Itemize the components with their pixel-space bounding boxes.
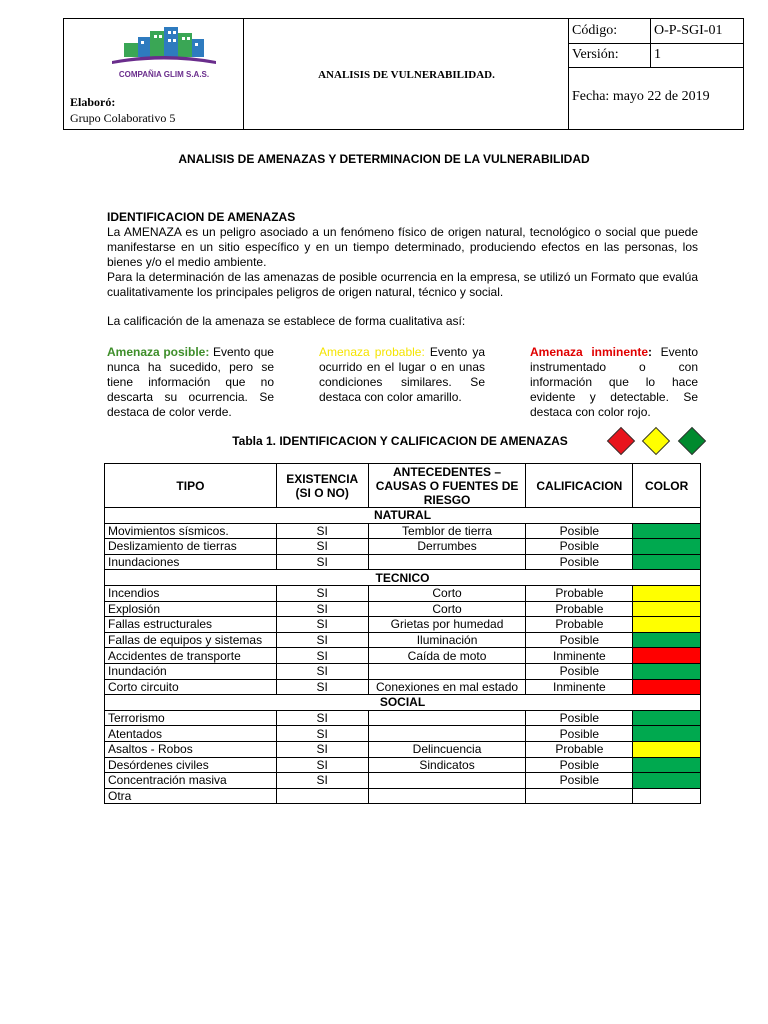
cell-antecedentes: Grietas por humedad: [368, 617, 526, 633]
cell-tipo: Accidentes de transporte: [105, 648, 277, 664]
table-row: [105, 523, 701, 539]
cell-color-swatch: [633, 617, 701, 633]
cell-existencia: SI: [276, 539, 368, 555]
table-row: [105, 741, 701, 757]
cell-existencia: [276, 788, 368, 804]
cell-antecedentes: Delincuencia: [368, 741, 526, 757]
table-row: [105, 710, 701, 726]
table-row: [105, 632, 701, 648]
table-row: [105, 648, 701, 664]
table-row: [105, 663, 701, 679]
version-label: Versión:: [572, 47, 619, 62]
section-title: SOCIAL: [105, 695, 701, 711]
cell-color-swatch: [633, 757, 701, 773]
cell-calificacion: Posible: [526, 710, 633, 726]
section-heading: IDENTIFICACION DE AMENAZAS: [107, 210, 296, 224]
cell-tipo: Inundación: [105, 663, 277, 679]
cell-calificacion: Probable: [526, 617, 633, 633]
section-title: TECNICO: [105, 570, 701, 586]
cell-calificacion: Inminente: [526, 679, 633, 695]
table-row: [105, 757, 701, 773]
cell-tipo: Terrorismo: [105, 710, 277, 726]
cell-existencia: SI: [276, 679, 368, 695]
cell-calificacion: Posible: [526, 663, 633, 679]
cell-antecedentes: [368, 710, 526, 726]
cell-color-swatch: [633, 726, 701, 742]
cell-antecedentes: [368, 554, 526, 570]
cell-antecedentes: [368, 773, 526, 789]
table-row: [105, 585, 701, 601]
yellow-diamond-icon: [642, 427, 670, 455]
cell-tipo: Corto circuito: [105, 679, 277, 695]
cell-existencia: SI: [276, 617, 368, 633]
cell-antecedentes: Derrumbes: [368, 539, 526, 555]
cell-tipo: Movimientos sísmicos.: [105, 523, 277, 539]
cell-tipo: Explosión: [105, 601, 277, 617]
cell-tipo: Fallas estructurales: [105, 617, 277, 633]
cell-antecedentes: Conexiones en mal estado: [368, 679, 526, 695]
cell-calificacion: Probable: [526, 601, 633, 617]
cell-calificacion: [526, 788, 633, 804]
company-name: COMPAÑIA GLIM S.A.S.: [118, 70, 210, 79]
level-posible: [107, 345, 274, 420]
table-row: [105, 554, 701, 570]
cell-calificacion: Posible: [526, 523, 633, 539]
level-probable-text: Evento ya ocurrido en el lugar o en unas condiciones similares. Se destaca con color amarillo.: [319, 345, 485, 404]
cell-color-swatch: [633, 523, 701, 539]
intro-paragraph-2: Para la determinación de las amenazas de posible ocurrencia en la empresa, se utilizó un Formato que evalúa cualitativamente los principales peligros de origen natural, técnico y social.: [107, 270, 698, 299]
red-diamond-icon: [607, 427, 635, 455]
cell-antecedentes: Iluminación: [368, 632, 526, 648]
cell-calificacion: Probable: [526, 585, 633, 601]
cell-tipo: Otra: [105, 788, 277, 804]
cell-existencia: SI: [276, 663, 368, 679]
cell-tipo: Asaltos - Robos: [105, 741, 277, 757]
cell-tipo: Desórdenes civiles: [105, 757, 277, 773]
cell-color-swatch: [633, 632, 701, 648]
version-value: 1: [654, 47, 661, 62]
green-diamond-icon: [678, 427, 706, 455]
level-posible-label: Amenaza posible:: [107, 345, 210, 359]
level-probable: [319, 345, 485, 405]
header-divider: [568, 67, 743, 68]
cell-existencia: SI: [276, 523, 368, 539]
table-row: [105, 617, 701, 633]
codigo-label: Código:: [572, 23, 618, 38]
cell-calificacion: Posible: [526, 773, 633, 789]
fecha: Fecha: mayo 22 de 2019: [572, 89, 710, 104]
cell-existencia: SI: [276, 726, 368, 742]
cell-color-swatch: [633, 539, 701, 555]
cell-tipo: Incendios: [105, 585, 277, 601]
intro-paragraph-1: La AMENAZA es un peligro asociado a un fenómeno físico de origen natural, tecnológico o social que puede manifestarse en un sitio específico y en un tiempo determinado, produciendo efectos en las personas, los bienes y/o el medio ambiente.: [107, 225, 698, 269]
document-header: [63, 18, 744, 130]
level-posible-text: Evento que nunca ha sucedido, pero se tiene información que no descarta su ocurrencia. Se destaca de color verde.: [107, 345, 274, 419]
cell-color-swatch: [633, 741, 701, 757]
col-header-calificacion: CALIFICACION: [526, 464, 633, 508]
col-header-tipo: TIPO: [105, 464, 277, 508]
table-body: [105, 508, 701, 804]
table-row: [105, 601, 701, 617]
cell-color-swatch: [633, 554, 701, 570]
cell-color-swatch: [633, 663, 701, 679]
cell-tipo: Deslizamiento de tierras: [105, 539, 277, 555]
level-inminente-colon: :: [648, 345, 652, 359]
col-header-existencia: EXISTENCIA (SI O NO): [276, 464, 368, 508]
cell-tipo: Concentración masiva: [105, 773, 277, 789]
table-row: [105, 773, 701, 789]
table-row: [105, 788, 701, 804]
cell-calificacion: Probable: [526, 741, 633, 757]
cell-calificacion: Posible: [526, 539, 633, 555]
level-inminente-text: Evento instrumentado o con información que lo hace evidente y detectable. Se destaca con color rojo.: [530, 345, 698, 419]
section-row: [105, 570, 701, 586]
cell-antecedentes: [368, 788, 526, 804]
cell-color-swatch: [633, 773, 701, 789]
col-header-color: COLOR: [633, 464, 701, 508]
section-title: NATURAL: [105, 508, 701, 524]
table-row: [105, 539, 701, 555]
cell-antecedentes: Sindicatos: [368, 757, 526, 773]
cell-color-swatch: [633, 788, 701, 804]
cell-antecedentes: [368, 663, 526, 679]
cell-calificacion: Posible: [526, 726, 633, 742]
cell-existencia: SI: [276, 601, 368, 617]
cell-tipo: Atentados: [105, 726, 277, 742]
cell-color-swatch: [633, 585, 701, 601]
elaboro-label: Elaboró:: [70, 95, 116, 109]
cell-antecedentes: Corto: [368, 601, 526, 617]
elaboro-value: Grupo Colaborativo 5: [70, 111, 176, 125]
document-title: ANALISIS DE VULNERABILIDAD.: [318, 69, 495, 81]
cell-existencia: SI: [276, 648, 368, 664]
header-divider: [568, 43, 743, 44]
cell-calificacion: Posible: [526, 632, 633, 648]
cell-tipo: Fallas de equipos y sistemas: [105, 632, 277, 648]
cell-existencia: SI: [276, 585, 368, 601]
cell-calificacion: Posible: [526, 554, 633, 570]
level-inminente: [530, 345, 698, 420]
cell-existencia: SI: [276, 741, 368, 757]
table-caption: Tabla 1. IDENTIFICACION Y CALIFICACION DE AMENAZAS: [232, 434, 568, 448]
cell-antecedentes: [368, 726, 526, 742]
company-logo-graphic: [94, 23, 234, 93]
intro-paragraph-3: La calificación de la amenaza se establece de forma cualitativa así:: [107, 314, 466, 328]
cell-antecedentes: Caída de moto: [368, 648, 526, 664]
cell-antecedentes: Corto: [368, 585, 526, 601]
col-header-antecedentes: ANTECEDENTES – CAUSAS O FUENTES DE RIESGO: [368, 464, 526, 508]
cell-color-swatch: [633, 710, 701, 726]
table-row: [105, 679, 701, 695]
threats-table: [104, 463, 701, 804]
cell-existencia: SI: [276, 773, 368, 789]
table-row: [105, 726, 701, 742]
cell-existencia: SI: [276, 757, 368, 773]
cell-calificacion: Inminente: [526, 648, 633, 664]
level-probable-label: Amenaza probable:: [319, 345, 425, 359]
cell-color-swatch: [633, 601, 701, 617]
cell-existencia: SI: [276, 632, 368, 648]
cell-tipo: Inundaciones: [105, 554, 277, 570]
cell-existencia: SI: [276, 710, 368, 726]
section-row: [105, 695, 701, 711]
main-title: ANALISIS DE AMENAZAS Y DETERMINACION DE LA VULNERABILIDAD: [178, 152, 590, 166]
table-header-row: [105, 464, 701, 508]
section-row: [105, 508, 701, 524]
cell-color-swatch: [633, 648, 701, 664]
cell-calificacion: Posible: [526, 757, 633, 773]
cell-existencia: SI: [276, 554, 368, 570]
company-logo: [94, 23, 234, 93]
level-inminente-label: Amenaza inminente: [530, 345, 648, 359]
cell-antecedentes: Temblor de tierra: [368, 523, 526, 539]
intro-section: [107, 210, 698, 300]
cell-color-swatch: [633, 679, 701, 695]
codigo-value: O-P-SGI-01: [654, 23, 723, 38]
